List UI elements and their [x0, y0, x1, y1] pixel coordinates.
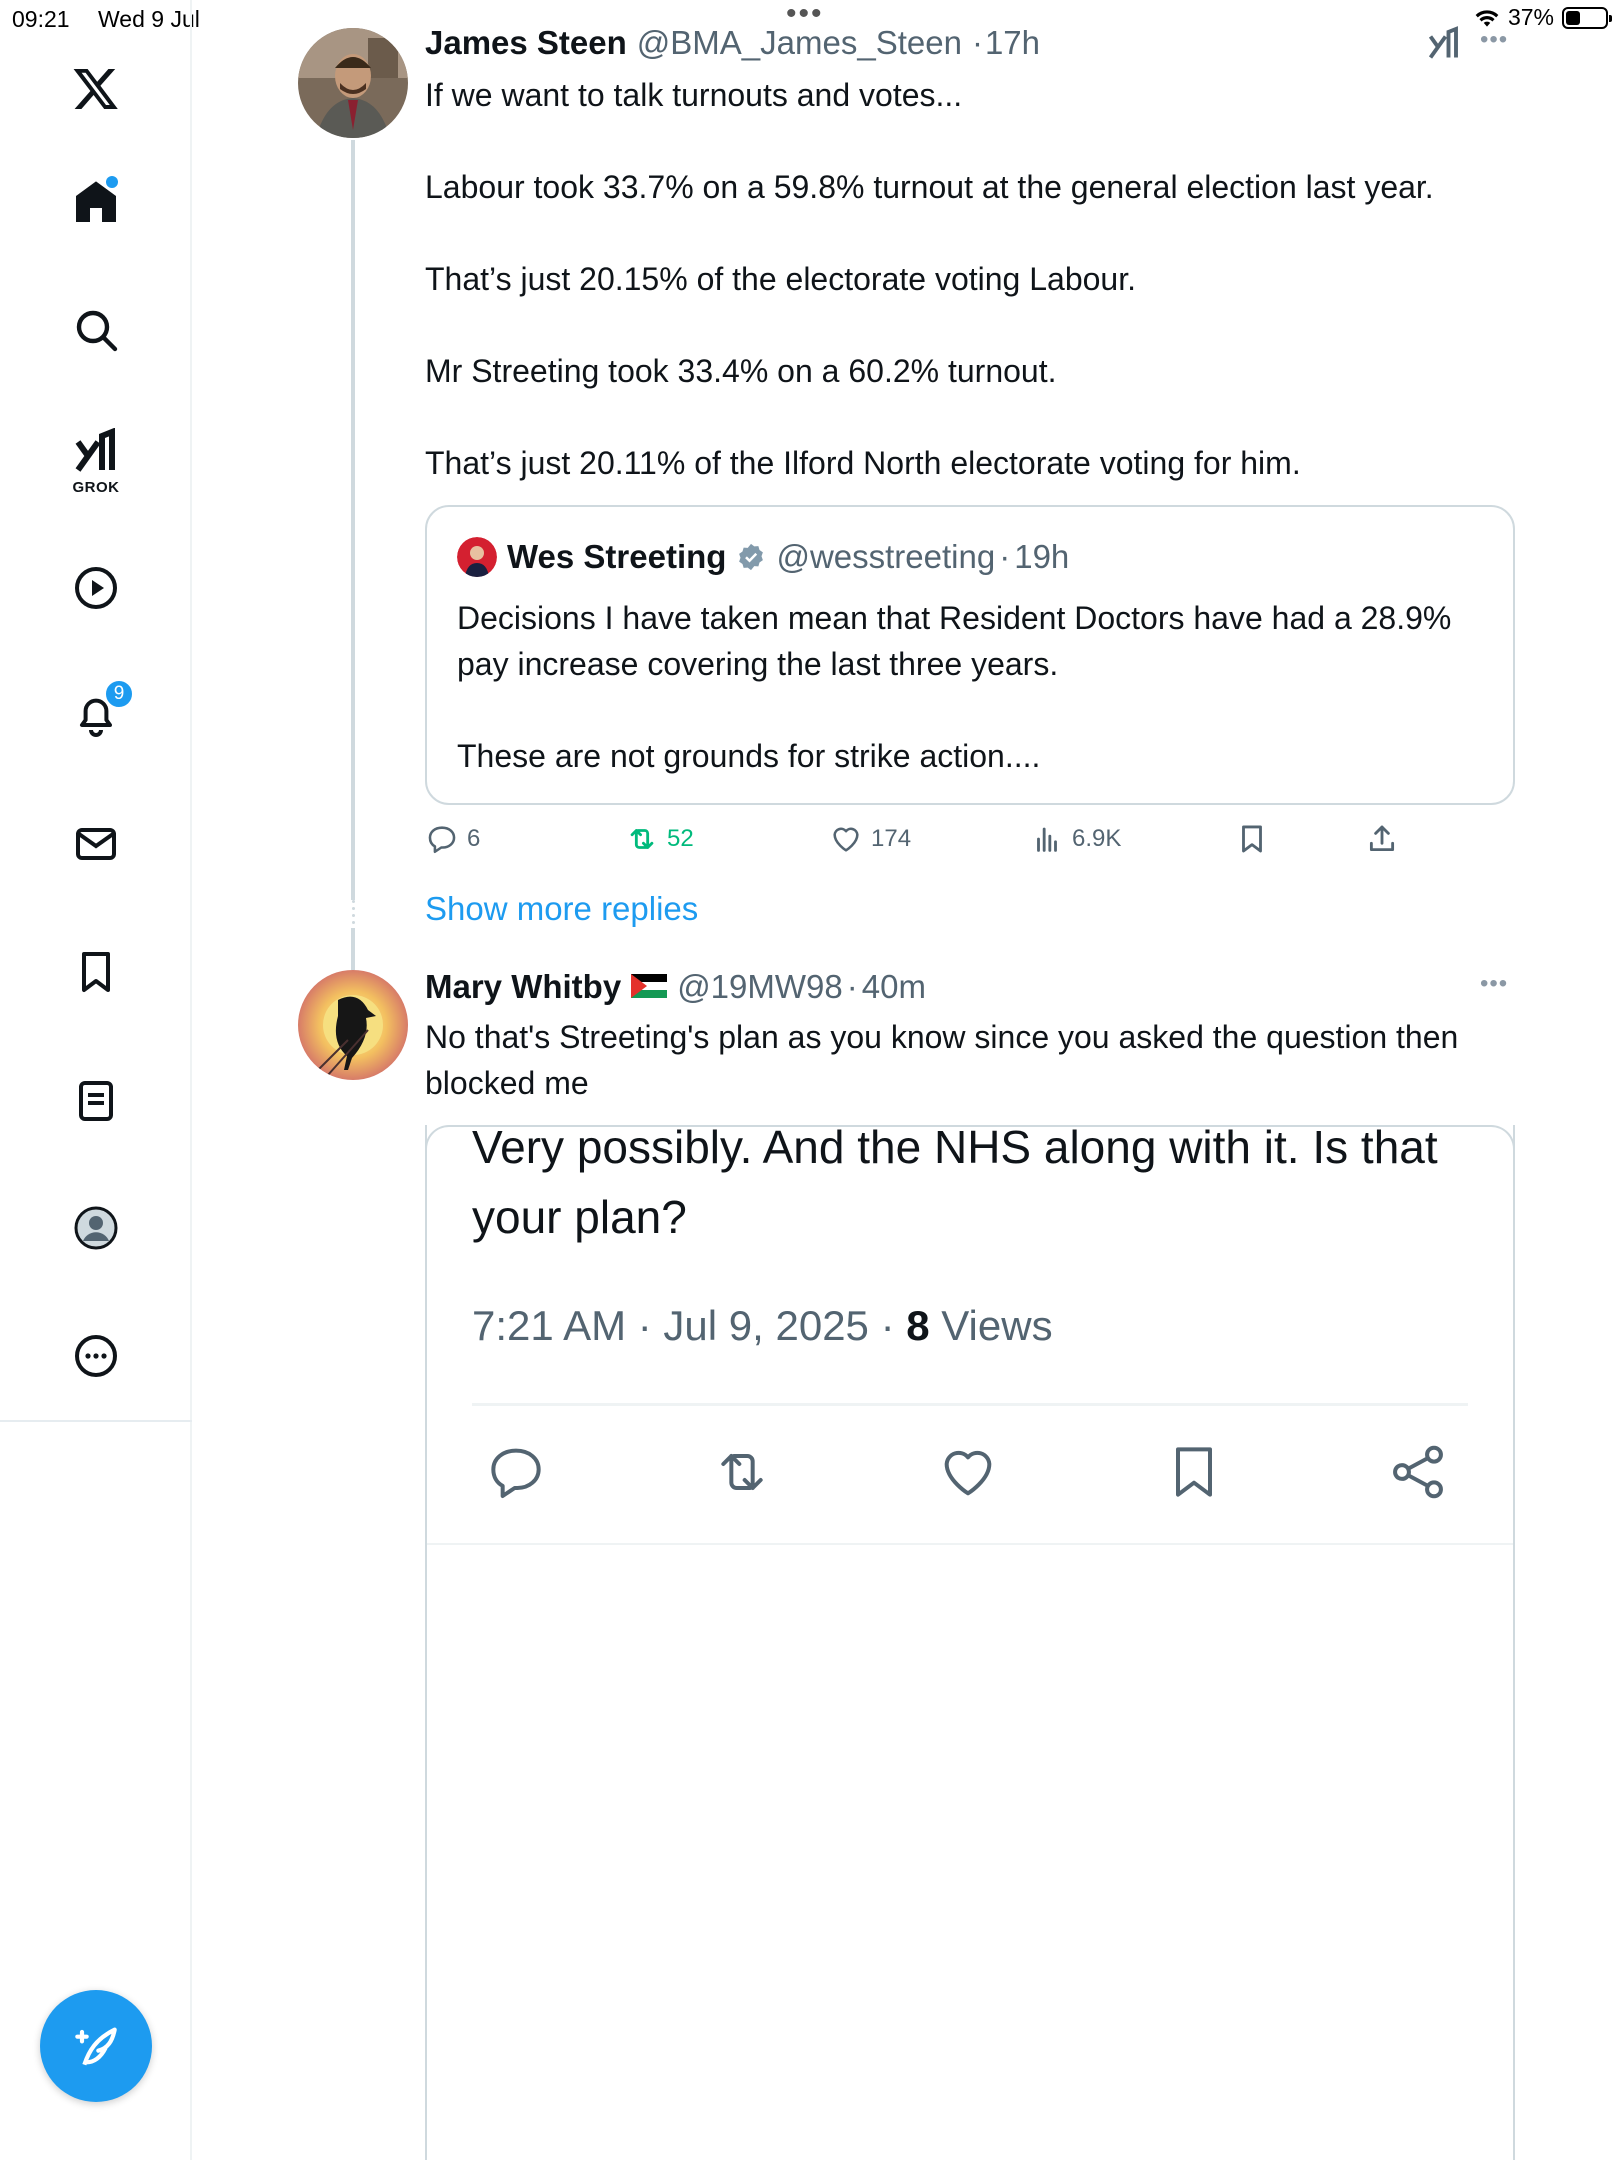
- thread-line: [351, 140, 355, 900]
- sidebar-divider: [0, 1420, 192, 1422]
- video-icon[interactable]: [66, 558, 126, 618]
- reply-time[interactable]: 40m: [861, 968, 926, 1005]
- views-button[interactable]: [1030, 822, 1121, 856]
- grok-label: GROK: [72, 479, 120, 496]
- reply-author-handle[interactable]: @19MW98: [677, 968, 843, 1005]
- embedded-views-count: 8: [906, 1302, 930, 1349]
- repost-button[interactable]: [625, 822, 694, 856]
- bookmark-button[interactable]: [1235, 822, 1269, 856]
- quoted-author-handle[interactable]: @wesstreeting: [776, 538, 996, 575]
- separator-dot: ·: [971, 24, 983, 61]
- bookmark-icon: [1235, 822, 1269, 856]
- quoted-author-name[interactable]: Wes Streeting: [507, 538, 727, 575]
- post-text: [425, 72, 1535, 486]
- embedded-actions: [472, 1440, 1468, 1510]
- reply-icon: [425, 822, 459, 856]
- notifications-badge: 9: [104, 679, 134, 709]
- notifications-icon[interactable]: [66, 685, 126, 745]
- battery-icon: [1562, 7, 1608, 29]
- embedded-divider-bottom: [427, 1543, 1513, 1545]
- repost-icon: [625, 822, 659, 856]
- share-button[interactable]: [1365, 822, 1399, 856]
- post-more-icon[interactable]: •••: [1480, 26, 1509, 53]
- views-icon: [1030, 822, 1064, 856]
- separator-dot: ·: [846, 968, 858, 1005]
- messages-icon[interactable]: [66, 814, 126, 874]
- grok-explain-icon[interactable]: [1426, 24, 1462, 69]
- thread-gap-dots: [350, 900, 356, 924]
- home-icon[interactable]: [66, 172, 126, 232]
- sidebar-nav: [0, 0, 192, 2160]
- post-paragraph: Labour took 33.7% on a 59.8% turnout at the general election last year.: [425, 169, 1434, 205]
- reply-author-name[interactable]: Mary Whitby: [425, 968, 622, 1005]
- reply-avatar[interactable]: [298, 970, 408, 1080]
- reply-button[interactable]: [425, 822, 480, 856]
- quoted-avatar[interactable]: [457, 537, 497, 577]
- home-unread-dot: [106, 176, 118, 188]
- post-time[interactable]: 17h: [984, 24, 1041, 61]
- embedded-text: Very possibly. And the NHS along with it. Is that your plan?: [472, 1121, 1438, 1243]
- post-header: [425, 24, 1040, 62]
- compose-button[interactable]: [40, 1990, 152, 2102]
- quoted-paragraph: Decisions I have taken mean that Resident Doctors have had a 28.9% pay increase covering the last three years.: [457, 600, 1452, 682]
- quoted-post-time: 19h: [1014, 538, 1070, 575]
- post-paragraph: Mr Streeting took 33.4% on a 60.2% turnout.: [425, 353, 1057, 389]
- avatar[interactable]: [298, 28, 408, 138]
- author-handle[interactable]: @BMA_James_Steen: [636, 24, 962, 61]
- post-paragraph: That’s just 20.11% of the Ilford North electorate voting for him.: [425, 445, 1301, 481]
- author-name[interactable]: James Steen: [425, 24, 627, 61]
- post-actions: [425, 822, 1425, 866]
- embedded-heart-icon: [936, 1440, 1000, 1504]
- grok-icon[interactable]: [66, 422, 126, 496]
- like-button[interactable]: [829, 822, 911, 856]
- profile-icon[interactable]: [66, 1198, 126, 1258]
- share-icon: [1365, 822, 1399, 856]
- embedded-bookmark-icon: [1162, 1440, 1226, 1504]
- reply-text: No that's Streeting's plan as you know since you asked the question then blocked me: [425, 1019, 1459, 1101]
- quoted-post[interactable]: [425, 505, 1515, 805]
- embedded-reply-icon: [484, 1440, 548, 1504]
- multitasking-dots-icon[interactable]: •••: [786, 0, 824, 30]
- reply-count: 6: [467, 825, 481, 852]
- embedded-share-icon: [1386, 1440, 1450, 1504]
- post-paragraph: If we want to talk turnouts and votes...: [425, 77, 963, 113]
- embedded-image[interactable]: [425, 1125, 1515, 2160]
- search-icon[interactable]: [66, 300, 126, 360]
- compose-icon: [68, 2018, 124, 2074]
- separator-dot: ·: [999, 538, 1011, 575]
- bookmarks-icon[interactable]: [66, 942, 126, 1002]
- repost-count: 52: [667, 825, 694, 852]
- embedded-divider: [472, 1403, 1468, 1406]
- embedded-repost-icon: [710, 1440, 774, 1504]
- reply-more-icon[interactable]: •••: [1480, 970, 1509, 997]
- heart-icon: [829, 822, 863, 856]
- quoted-post-header: [457, 537, 1069, 577]
- battery-level: [1566, 11, 1580, 25]
- x-logo-icon[interactable]: [66, 58, 126, 118]
- embedded-timestamp: 7:21 AM · Jul 9, 2025: [472, 1302, 869, 1349]
- palestine-flag-icon: [631, 974, 667, 998]
- thread-line-connector: [351, 928, 355, 970]
- separator-dot: ·: [880, 1302, 895, 1349]
- status-time: 09:21: [12, 6, 70, 32]
- views-count: 6.9K: [1072, 825, 1122, 852]
- status-date: Wed 9 Jul: [98, 6, 200, 32]
- post-paragraph: That’s just 20.15% of the electorate voting Labour.: [425, 261, 1136, 297]
- like-count: 174: [871, 825, 912, 852]
- reply-header: [425, 968, 926, 1006]
- lists-icon[interactable]: [66, 1071, 126, 1131]
- embedded-views-label: Views: [941, 1302, 1053, 1349]
- quoted-post-text: [457, 595, 1487, 779]
- show-more-replies-link[interactable]: Show more replies: [425, 890, 699, 927]
- embedded-meta: [472, 1302, 1053, 1350]
- battery-percent: 37%: [1507, 4, 1554, 30]
- verified-badge-icon: [736, 542, 766, 572]
- more-icon[interactable]: [66, 1326, 126, 1386]
- quoted-paragraph: These are not grounds for strike action....: [457, 738, 1041, 774]
